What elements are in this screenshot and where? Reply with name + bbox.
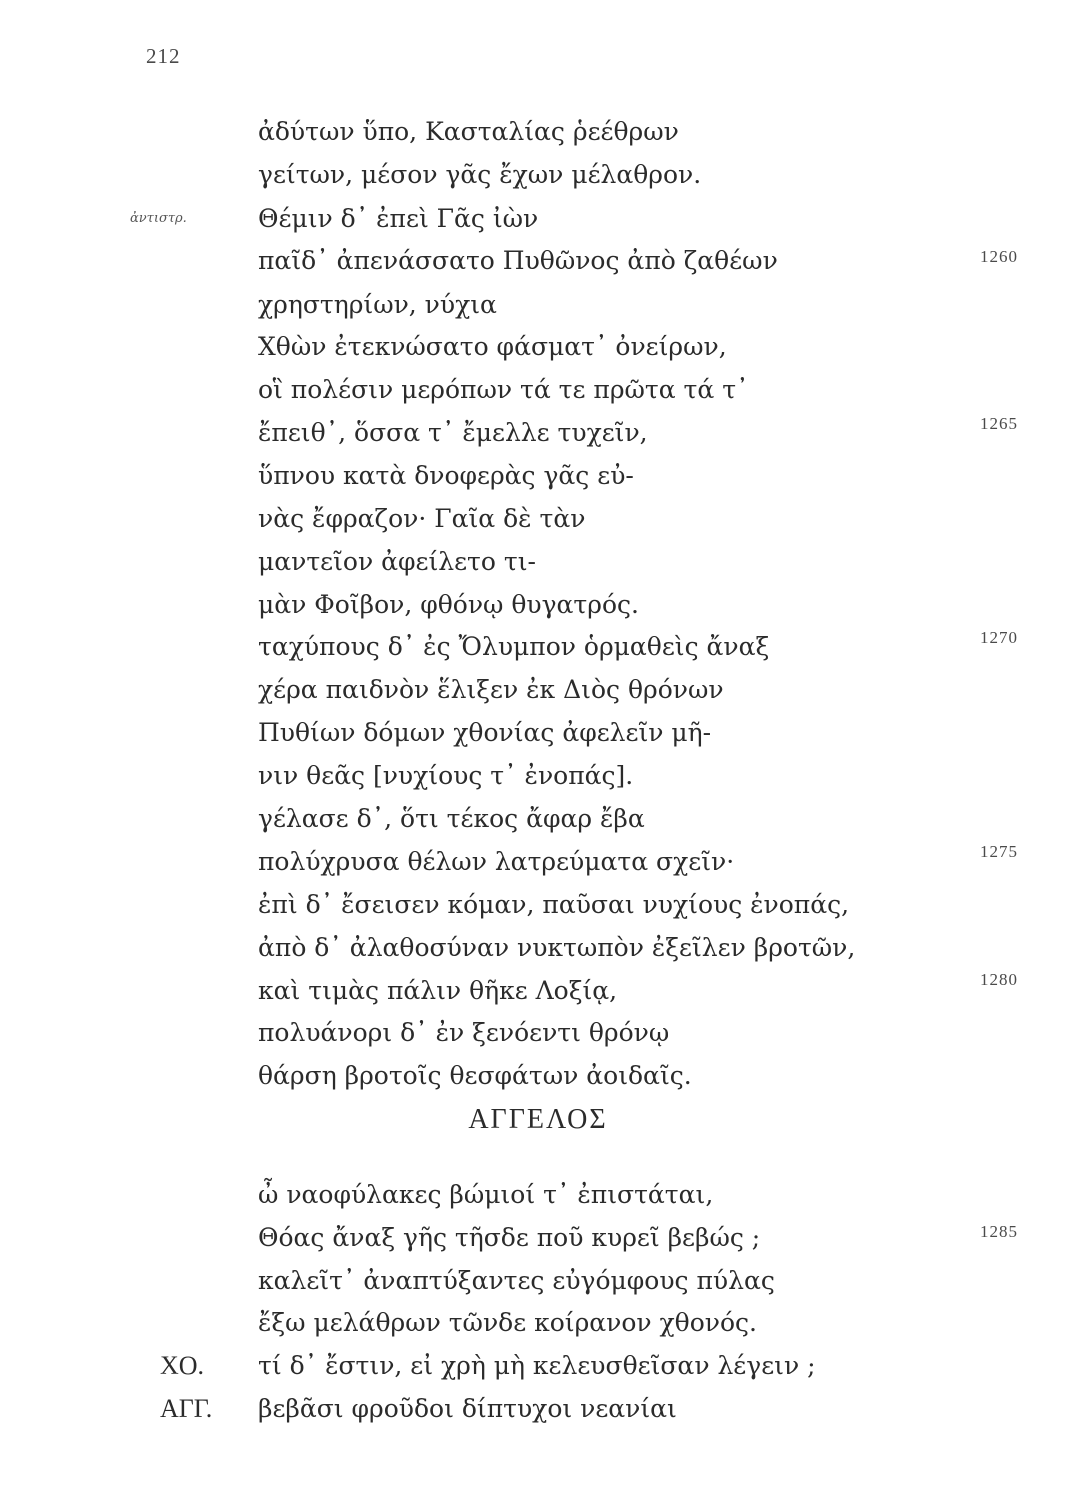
page-number: 212: [146, 44, 181, 68]
verse-line: ἐπὶ δ᾽ ἔσεισεν κόμαν, παῦσαι νυχίους ἐνοπάς,: [258, 890, 850, 919]
verse-line: ἀδύτων ὕπο, Κασταλίας ῥεέθρων: [258, 117, 679, 146]
line-number: 1265: [980, 414, 1018, 433]
verse-line: οἳ πολέσιν μερόπων τά τε πρῶτα τά τ᾽: [258, 375, 749, 404]
verse-line: Πυθίων δόμων χθονίας ἀφελεῖν μῆ-: [258, 718, 712, 747]
verse-line: ὦ ναοφύλακες βώμιοί τ᾽ ἐπιστάται,: [258, 1180, 714, 1209]
verse-line: θάρση βροτοῖς θεσφάτων ἀοιδαῖς.: [258, 1061, 692, 1090]
verse-line: νὰς ἔφραζον· Γαῖα δὲ τὰν: [258, 504, 586, 533]
verse-line: τί δ᾽ ἔστιν, εἰ χρὴ μὴ κελευσθεῖσαν λέγειν ;: [258, 1351, 816, 1380]
speaker-heading: ΑΓΓΕΛΟΣ: [468, 1104, 608, 1135]
speaker-label: ΧΟ.: [160, 1351, 205, 1380]
verse-line: μαντεῖον ἀφείλετο τι-: [258, 547, 536, 576]
margin-label: ἀντιστρ.: [130, 211, 187, 226]
verse-line: γέλασε δ᾽, ὅτι τέκος ἄφαρ ἔβα: [258, 804, 645, 833]
verse-line: ἔπειθ᾽, ὅσσα τ᾽ ἔμελλε τυχεῖν,: [258, 418, 648, 447]
verse-line: πολυάνορι δ᾽ ἐν ξενόεντι θρόνῳ: [258, 1018, 670, 1047]
verse-line: Θέμιν δ᾽ ἐπεὶ Γᾶς ἰὼν: [258, 204, 539, 233]
verse-line: καλεῖτ᾽ ἀναπτύξαντες εὐγόμφους πύλας: [258, 1266, 775, 1295]
verse-line: ἔξω μελάθρων τῶνδε κοίρανον χθονός.: [258, 1308, 757, 1337]
line-number: 1260: [980, 247, 1018, 266]
verse-line: χρηστηρίων, νύχια: [258, 290, 497, 319]
line-number: 1275: [980, 842, 1018, 861]
verse-line: νιν θεᾶς [νυχίους τ᾽ ἐνοπάς].: [258, 761, 634, 790]
speaker-label: ΑΓΓ.: [160, 1394, 213, 1423]
verse-line: καὶ τιμὰς πάλιν θῆκε Λοξίᾳ,: [258, 976, 618, 1005]
verse-line: Θόας ἄναξ γῆς τῆσδε ποῦ κυρεῖ βεβώς ;: [258, 1223, 761, 1252]
verse-line: ἀπὸ δ᾽ ἀλαθοσύναν νυκτωπὸν ἐξεῖλεν βροτῶν,: [258, 933, 856, 962]
verse-line: χέρα παιδνὸν ἕλιξεν ἐκ Διὸς θρόνων: [258, 675, 724, 704]
verse-line: ὕπνου κατὰ δνοφερὰς γᾶς εὐ-: [258, 461, 634, 490]
verse-line: πολύχρυσα θέλων λατρεύματα σχεῖν·: [258, 847, 735, 876]
verse-line: παῖδ᾽ ἀπενάσσατο Πυθῶνος ἀπὸ ζαθέων: [258, 246, 778, 275]
verse-line: μὰν Φοῖβον, φθόνῳ θυγατρός.: [258, 590, 639, 619]
line-number: 1285: [980, 1222, 1018, 1241]
verse-line: βεβᾶσι φροῦδοι δίπτυχοι νεανίαι: [258, 1394, 677, 1423]
line-number: 1280: [980, 970, 1018, 989]
verse-line: ταχύπους δ᾽ ἐς Ὄλυμπον ὁρμαθεὶς ἄναξ: [258, 632, 770, 661]
verse-line: γείτων, μέσον γᾶς ἔχων μέλαθρον.: [258, 160, 702, 189]
verse-line: Χθὼν ἐτεκνώσατο φάσματ᾽ ὀνείρων,: [258, 332, 727, 361]
line-number: 1270: [980, 628, 1018, 647]
